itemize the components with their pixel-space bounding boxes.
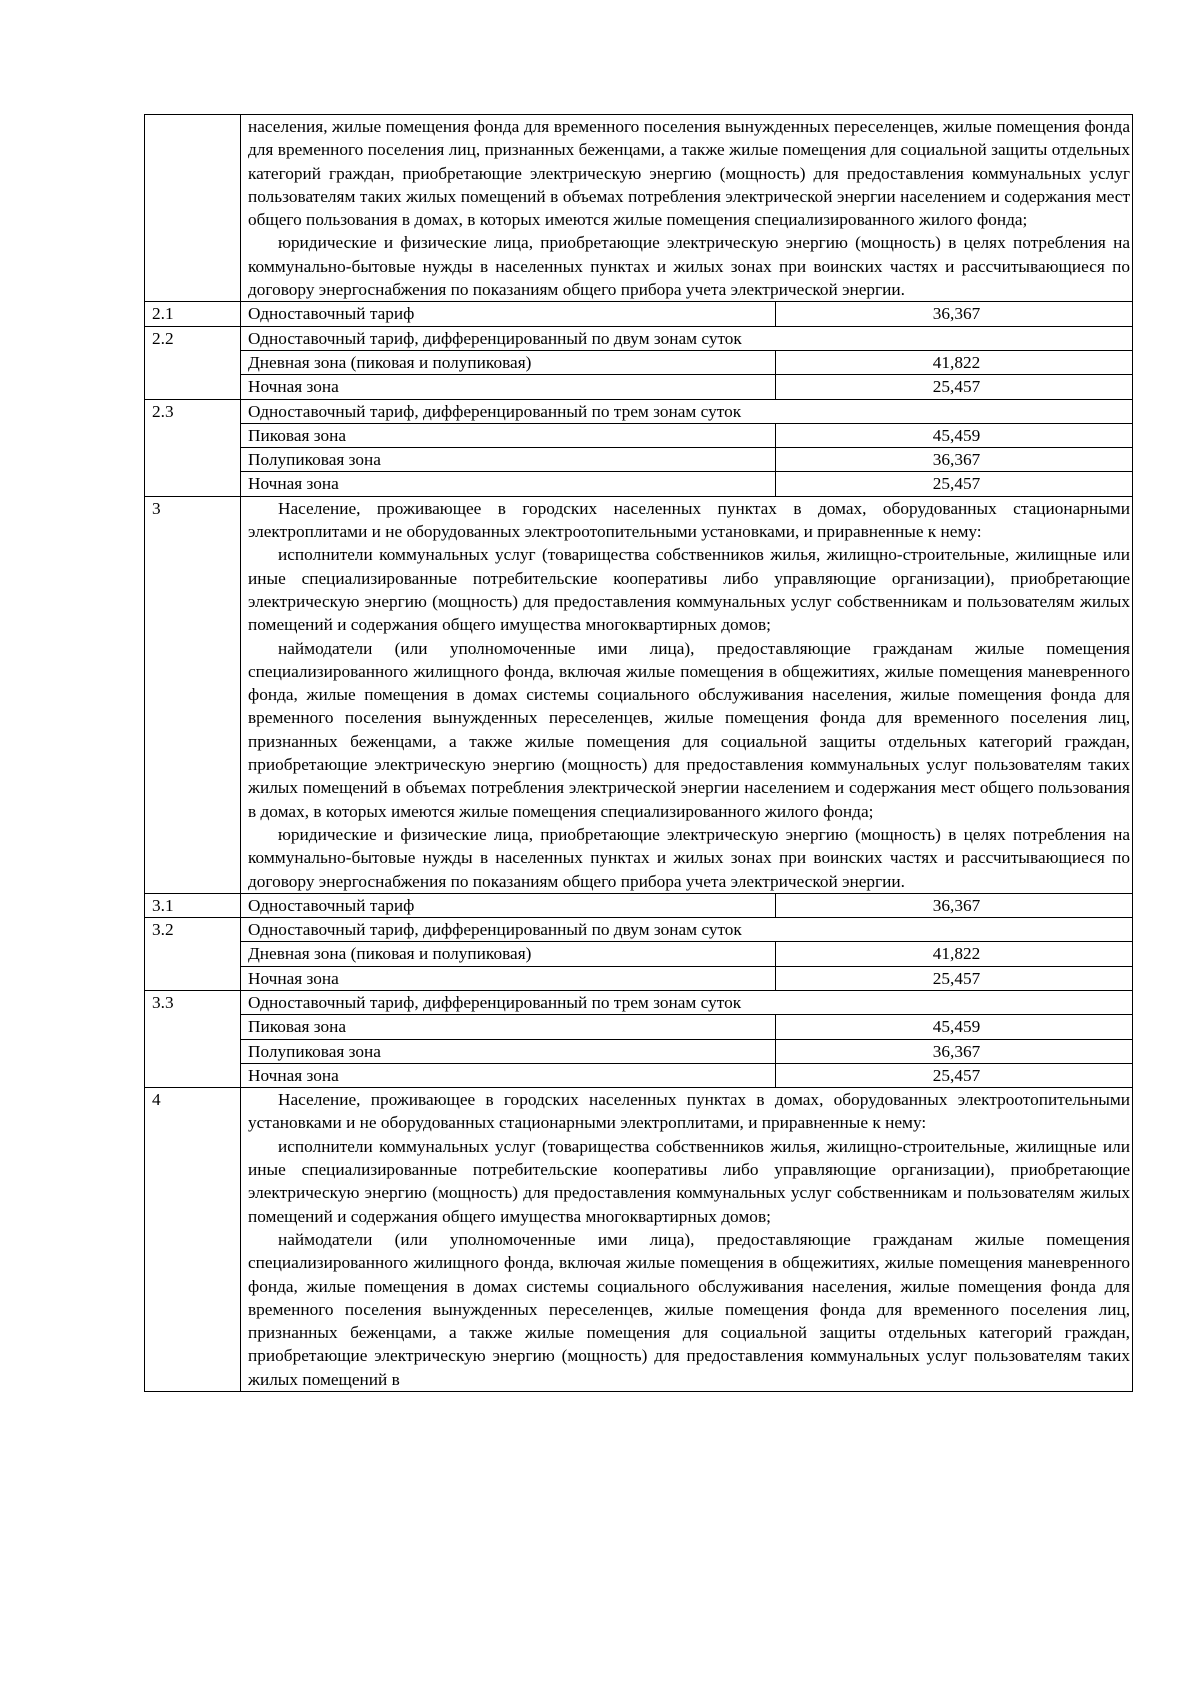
- zone-label: Полупиковая зона: [241, 1039, 776, 1063]
- zone-label: Пиковая зона: [241, 1015, 776, 1039]
- section-description: [241, 1088, 1133, 1392]
- section-paragraph: юридические и физические лица, приобретающие электрическую энергию (мощность) в целях потребления на коммунально-бытовые нужды в населенных пунктах и жилых зонах при воинских частях и рассчитывающиеся по договору энергоснабжения по показаниям общего прибора учета электрической энергии.: [248, 233, 1131, 300]
- row-number: 3.1: [145, 893, 241, 917]
- zone-row: [145, 472, 1133, 496]
- zone-row: [145, 942, 1133, 966]
- zone-value: 41,822: [776, 942, 1133, 966]
- tariff-label: Одноставочный тариф: [241, 893, 776, 917]
- tariff-value: 36,367: [776, 893, 1133, 917]
- zone-label: Ночная зона: [241, 1063, 776, 1087]
- zone-value: 45,459: [776, 1015, 1133, 1039]
- zone-group-label: Одноставочный тариф, дифференцированный по двум зонам суток: [241, 918, 1133, 942]
- row-number: 2.1: [145, 302, 241, 326]
- zone-row: [145, 1015, 1133, 1039]
- single-rate-row: [145, 302, 1133, 326]
- zone-value: 36,367: [776, 1039, 1133, 1063]
- section-row: [145, 496, 1133, 893]
- tariff-value: 36,367: [776, 302, 1133, 326]
- zone-label: Ночная зона: [241, 966, 776, 990]
- section-row: [145, 115, 1133, 302]
- zone-value: 25,457: [776, 472, 1133, 496]
- zone-label: Дневная зона (пиковая и полупиковая): [241, 942, 776, 966]
- section-description: [241, 496, 1133, 893]
- zone-group-label: Одноставочный тариф, дифференцированный по трем зонам суток: [241, 399, 1133, 423]
- row-number: 3.2: [145, 918, 241, 991]
- row-number: 3.3: [145, 990, 241, 1087]
- tariff-label: Одноставочный тариф: [241, 302, 776, 326]
- tariff-table: [144, 114, 1133, 1392]
- zone-group-header-row: [145, 399, 1133, 423]
- zone-group-header-row: [145, 918, 1133, 942]
- section-number: 3: [145, 496, 241, 893]
- row-number: 2.3: [145, 399, 241, 496]
- section-paragraph: населения, жилые помещения фонда для временного поселения вынужденных переселенцев, жилые помещения фонда для временного поселения лиц, признанных беженцами, а также жилые помещения для социальной защиты отдельных категорий граждан, приобретающие электрическую энергию (мощность) для предоставления коммунальных услуг пользователям таких жилых помещений в объемах потребления электрической энергии населением и содержания мест общего пользования в домах, в которых имеются жилые помещения специализированного жилого фонда;: [248, 117, 1131, 230]
- zone-value: 25,457: [776, 1063, 1133, 1087]
- section-number: 4: [145, 1088, 241, 1392]
- zone-value: 36,367: [776, 448, 1133, 472]
- row-number: 2.2: [145, 326, 241, 399]
- zone-group-header-row: [145, 326, 1133, 350]
- zone-label: Ночная зона: [241, 472, 776, 496]
- zone-row: [145, 375, 1133, 399]
- zone-row: [145, 966, 1133, 990]
- section-paragraph: наймодатели (или уполномоченные ими лица), предоставляющие гражданам жилые помещения специализированного жилищного фонда, включая жилые помещения в общежитиях, жилые помещения маневренного фонда, жилые помещения в домах системы социального обслуживания населения, жилые помещения фонда для временного поселения вынужденных переселенцев, жилые помещения фонда для временного поселения лиц, признанных беженцами, а также жилые помещения для социальной защиты отдельных категорий граждан, приобретающие электрическую энергию (мощность) для предоставления коммунальных услуг пользователям таких жилых помещений в объемах потребления электрической энергии населением и содержания мест общего пользования в домах, в которых имеются жилые помещения специализированного жилого фонда;: [248, 638, 1131, 821]
- section-paragraph: исполнители коммунальных услуг (товарищества собственников жилья, жилищно-строительные, жилищные или иные специализированные потребительские кооперативы либо управляющие организации), приобретающие электрическую энергию (мощность) для предоставления коммунальных услуг собственникам и пользователям жилых помещений и содержания общего имущества многоквартирных домов;: [248, 1136, 1131, 1226]
- zone-label: Пиковая зона: [241, 423, 776, 447]
- zone-group-header-row: [145, 990, 1133, 1014]
- section-paragraph: юридические и физические лица, приобретающие электрическую энергию (мощность) в целях потребления на коммунально-бытовые нужды в населенных пунктах и жилых зонах при воинских частях и рассчитывающиеся по договору энергоснабжения по показаниям общего прибора учета электрической энергии.: [248, 824, 1131, 891]
- section-number: [145, 115, 241, 302]
- zone-row: [145, 448, 1133, 472]
- zone-value: 25,457: [776, 966, 1133, 990]
- section-paragraph: исполнители коммунальных услуг (товарищества собственников жилья, жилищно-строительные, жилищные или иные специализированные потребительские кооперативы либо управляющие организации), приобретающие электрическую энергию (мощность) для предоставления коммунальных услуг собственникам и пользователям жилых помещений и содержания общего имущества многоквартирных домов;: [248, 545, 1131, 635]
- section-description: [241, 115, 1133, 302]
- section-paragraph: наймодатели (или уполномоченные ими лица), предоставляющие гражданам жилые помещения специализированного жилищного фонда, включая жилые помещения в общежитиях, жилые помещения маневренного фонда, жилые помещения в домах системы социального обслуживания населения, жилые помещения фонда для временного поселения вынужденных переселенцев, жилые помещения фонда для временного поселения лиц, признанных беженцами, а также жилые помещения для социальной защиты отдельных категорий граждан, приобретающие электрическую энергию (мощность) для предоставления коммунальных услуг пользователям таких жилых помещений в: [248, 1229, 1131, 1389]
- section-paragraph: Население, проживающее в городских населенных пунктах в домах, оборудованных электроотопительными установками и не оборудованных стационарными электроплитами, и приравненные к нему:: [248, 1090, 1131, 1133]
- document-page: [144, 114, 1132, 1392]
- zone-group-label: Одноставочный тариф, дифференцированный по трем зонам суток: [241, 990, 1133, 1014]
- tariff-table-body: [145, 115, 1133, 1392]
- section-paragraph: Население, проживающее в городских населенных пунктах в домах, оборудованных стационарными электроплитами и не оборудованных электроотопительными установками, и приравненные к нему:: [248, 498, 1131, 542]
- zone-label: Полупиковая зона: [241, 448, 776, 472]
- zone-row: [145, 1039, 1133, 1063]
- zone-row: [145, 1063, 1133, 1087]
- single-rate-row: [145, 893, 1133, 917]
- zone-value: 41,822: [776, 350, 1133, 374]
- zone-value: 25,457: [776, 375, 1133, 399]
- zone-label: Ночная зона: [241, 375, 776, 399]
- zone-label: Дневная зона (пиковая и полупиковая): [241, 350, 776, 374]
- zone-group-label: Одноставочный тариф, дифференцированный по двум зонам суток: [241, 326, 1133, 350]
- zone-row: [145, 423, 1133, 447]
- zone-row: [145, 350, 1133, 374]
- zone-value: 45,459: [776, 423, 1133, 447]
- section-row: [145, 1088, 1133, 1392]
